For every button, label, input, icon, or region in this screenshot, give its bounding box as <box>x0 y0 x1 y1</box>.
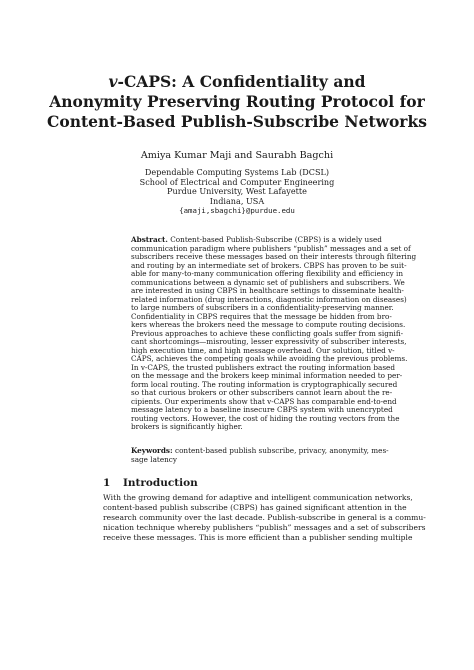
abstract <box>131 235 417 432</box>
abstract-line: high execution time, and high message overhead. Our solution, titled v- <box>131 345 395 355</box>
title-line: Anonymity Preserving Routing Protocol for <box>49 92 425 111</box>
abstract-line: are interested in using CBPS in healthcare settings to disseminate health- <box>131 286 404 295</box>
abstract-line: subscribers receive these messages based on their interests through filtering <box>131 252 417 261</box>
affiliation-line: Dependable Computing Systems Lab (DCSL) <box>144 167 330 177</box>
authors: Amiya Kumar Maji and Saurabh Bagchi <box>140 150 334 161</box>
abstract-line: to large numbers of subscribers in a confidentiality-preserving manner. <box>131 303 394 312</box>
email: {amaji,sbagchi}@purdue.edu <box>179 206 295 215</box>
abstract-line: message latency to a baseline insecure CBPS system with unencrypted <box>131 405 393 414</box>
body-line: With the growing demand for adaptive and intelligent communication networks, <box>103 493 413 502</box>
abstract-line: Previous approaches to achieve these conflicting goals suffer from signifi- <box>131 328 404 338</box>
keywords-line: sage latency <box>131 454 177 464</box>
keywords-line: Keywords: content-based publish subscribe, privacy, anonymity, mes- <box>131 446 389 455</box>
body-line: receive these messages. This is more efficient than a publisher sending multiple <box>103 533 413 543</box>
abstract-line: able for many-to-many communication offering flexibility and efficiency in <box>131 269 404 278</box>
abstract-line: form local routing. The routing information is cryptographically secured <box>131 379 398 389</box>
abstract-line: In v-CAPS, the trusted publishers extract the routing information based <box>131 362 395 372</box>
section-title: Introduction <box>123 477 198 489</box>
section-number: 1 <box>103 477 111 489</box>
abstract-line: communication paradigm where publishers “publish” messages and a set of <box>131 243 411 253</box>
body-line: content-based publish subscribe (CBPS) has gained significant attention in the <box>103 503 407 513</box>
paper-title <box>40 72 434 132</box>
keywords <box>131 446 389 464</box>
abstract-line: CAPS, achieves the competing goals while avoiding the previous problems. <box>131 354 408 363</box>
title-line: v-CAPS: A Confidentiality and <box>108 72 366 91</box>
abstract-line: cipients. Our experiments show that v-CAPS has comparable end-to-end <box>131 396 397 406</box>
affiliation-line: Purdue University, West Lafayette <box>167 186 307 196</box>
title-line: Content-Based Publish-Subscribe Networks <box>47 112 427 131</box>
abstract-line: on the message and the brokers keep minimal information needed to per- <box>131 371 403 380</box>
body-line: nication technique whereby publishers “publish” messages and a set of subscribers <box>103 523 426 533</box>
abstract-line: related information (drug interactions, diagnostic information on diseases) <box>131 294 407 304</box>
keywords-label: Keywords: <box>131 446 173 455</box>
abstract-line: cant shortcomings—misrouting, lesser expressivity of subscriber interests, <box>131 337 407 346</box>
abstract-label: Abstract. <box>131 235 168 244</box>
abstract-line: routing vectors. However, the cost of hiding the routing vectors from the <box>131 413 400 423</box>
body-line: research community over the last decade. Publish-subscribe in general is a commu- <box>103 513 426 523</box>
affiliation-line: Indiana, USA <box>209 195 265 206</box>
body-text <box>103 493 426 543</box>
abstract-line: communications between a dynamic set of publishers and subscribers. We <box>131 277 405 287</box>
section-heading <box>103 477 198 489</box>
abstract-line: Confidentiality in CBPS requires that the message be hidden from bro- <box>131 311 392 321</box>
abstract-line: so that curious brokers or other subscribers cannot learn about the re- <box>131 388 393 397</box>
abstract-line: kers whereas the brokers need the message to compute routing decisions. <box>131 320 406 329</box>
affiliation <box>40 168 434 216</box>
abstract-line: and routing by an intermediate set of brokers. CBPS has proven to be suit- <box>131 260 407 270</box>
abstract-line: Abstract. Content-based Publish-Subscribe (CBPS) is a widely used <box>131 235 382 244</box>
abstract-line: brokers is significantly higher. <box>131 422 243 431</box>
affiliation-line: School of Electrical and Computer Engineering <box>139 176 335 187</box>
